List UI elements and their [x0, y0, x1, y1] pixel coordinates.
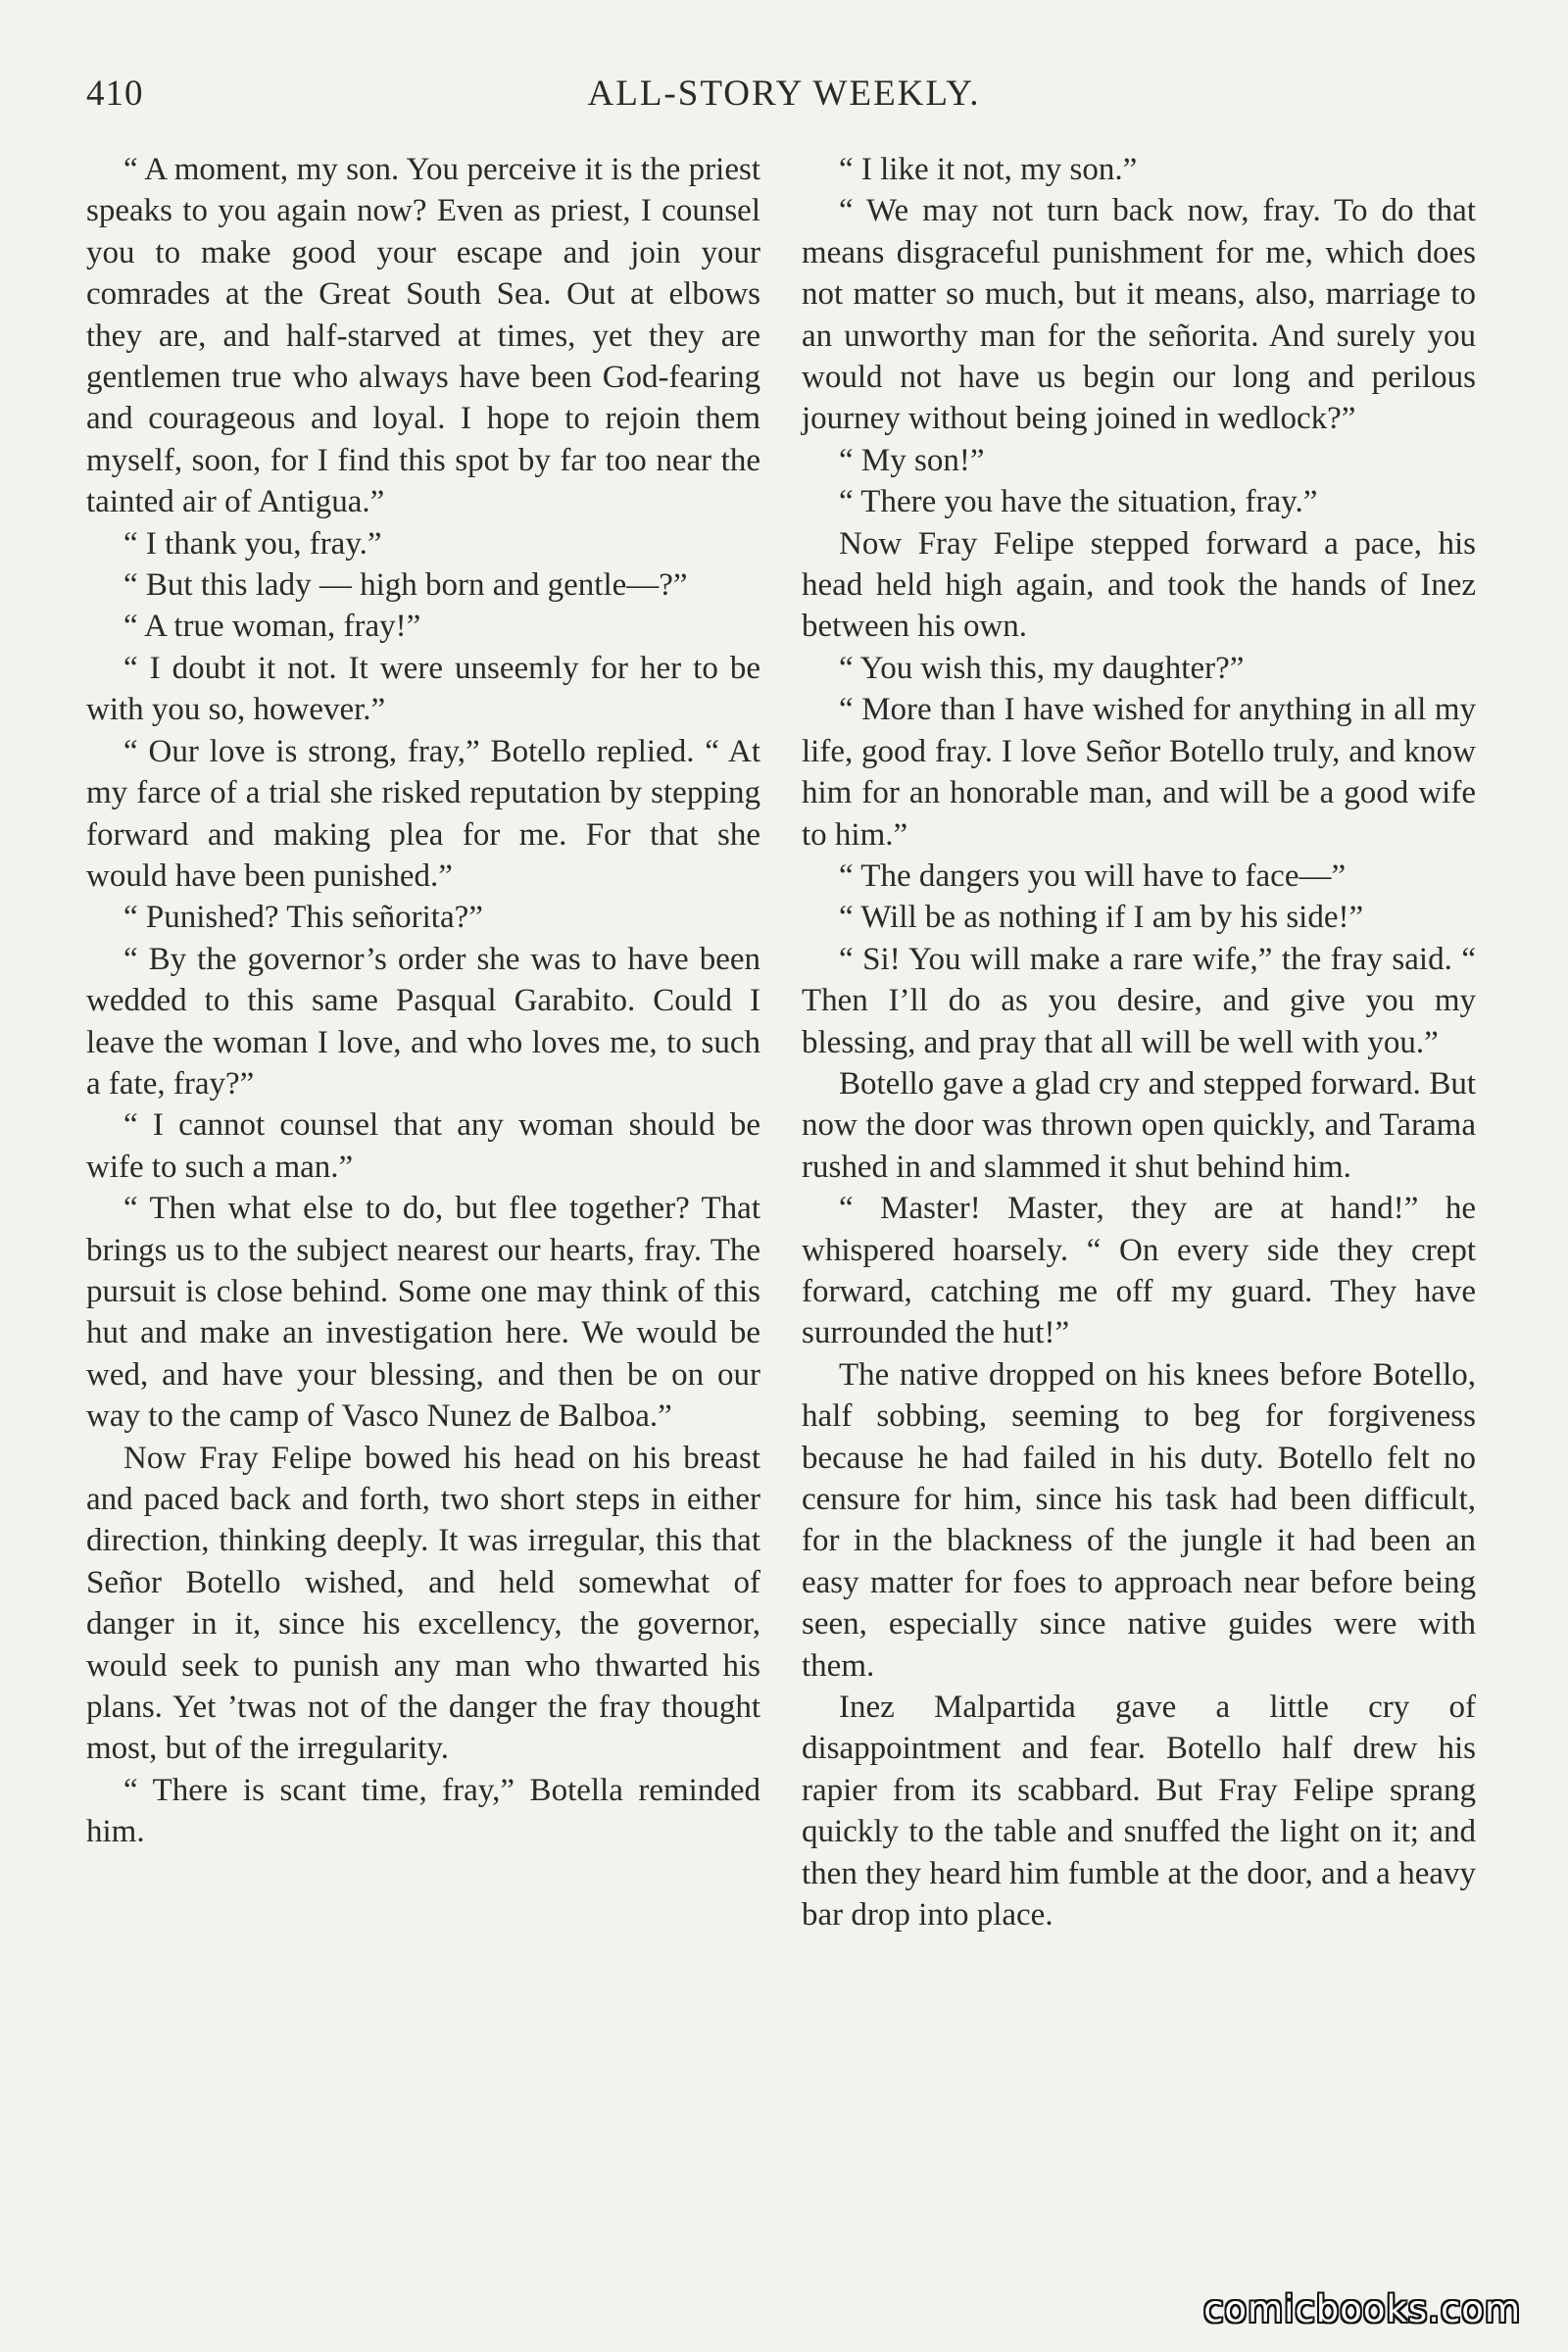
paragraph: “ I like it not, my son.”: [839, 152, 1138, 187]
paragraph: The native dropped on his knees before Botello, half sobbing, seeming to beg for forgiveness because he had failed in his duty. Botello felt no censure for him, since his task had been difficult, for in the blackness of the jungle it had been an easy matter for foes to approach near before being seen, especially since native guides were with them.: [802, 1356, 1476, 1684]
paragraph: Now Fray Felipe stepped forward a pace, his head held high again, and took the hands of Inez between his own.: [802, 525, 1476, 645]
running-title: ALL-STORY WEEKLY.: [587, 74, 981, 114]
paragraph: “ Our love is strong, fray,” Botello replied. “ At my farce of a trial she risked reputation by stepping forward and making plea for me. For that she would have been punished.”: [86, 733, 760, 894]
paragraph: Botello gave a glad cry and stepped forward. But now the door was thrown open quickly, and Tarama rushed in and slammed it shut behind him.: [802, 1065, 1476, 1185]
paragraph: “ More than I have wished for anything in all my life, good fray. I love Señor Botello truly, and know him for an honorable man, and will be a good wife to him.”: [802, 692, 1476, 853]
paragraph: “ A true woman, fray!”: [123, 609, 421, 645]
paragraph: Now Fray Felipe bowed his head on his breast and paced back and forth, two short steps in either direction, thinking deeply. It was irregular, this that Señor Botello wished, and held somewhat of danger in it, since his excellency, the governor, would seek to punish any man who thwarted his plans. Yet ’twas not of the danger the fray thought most, but of the irregularity.: [86, 1440, 760, 1767]
page-number: 410: [86, 74, 144, 114]
paragraph: “ The dangers you will have to face—”: [839, 858, 1347, 894]
paragraph: “ But this lady — high born and gentle—?”: [123, 567, 688, 604]
paragraph: “ My son!”: [839, 442, 985, 478]
paragraph: “ We may not turn back now, fray. To do that means disgraceful punishment for me, which does not matter so much, but it means, also, marriage to an unworthy man for the señorita. And surely you would not have us begin our long and perilous journey without being joined in wedlock?”: [802, 193, 1476, 437]
paragraph: “ A moment, my son. You perceive it is the priest speaks to you again now? Even as priest, I counsel you to make good your escape and join your comrades at the Great South Sea. Out at elbows they are, and half-starved at times, yet they are gentlemen true who always have been God-fearing and courageous and loyal. I hope to rejoin them myself, soon, for I find this spot by far too near the tainted air of Antigua.”: [86, 152, 760, 520]
paragraph: “ Will be as nothing if I am by his side!”: [839, 900, 1364, 936]
paragraph: Inez Malpartida gave a little cry of disappointment and fear. Botello half drew his rapier from its scabbard. But Fray Felipe sprang quickly to the table and snuffed the light on it; and then they heard him fumble at the door, and a heavy bar drop into place.: [802, 1690, 1476, 1934]
paragraph: “ Then what else to do, but flee together? That brings us to the subject nearest our hearts, fray. The pursuit is close behind. Some one may think of this hut and make an investigation here. We would be wed, and have your blessing, and then be on our way to the camp of Vasco Nunez de Balboa.”: [86, 1191, 760, 1435]
left-column: [86, 149, 760, 1853]
paragraph: “ You wish this, my daughter?”: [839, 650, 1245, 686]
page-header: [86, 73, 1482, 122]
paragraph: “ I thank you, fray.”: [123, 525, 382, 562]
paragraph: “ Punished? This señorita?”: [123, 900, 483, 936]
paragraph: “ Si! You will make a rare wife,” the fray said. “ Then I’ll do as you desire, and give you my blessing, and pray that all will be well with you.”: [802, 941, 1476, 1060]
paragraph: “ Master! Master, they are at hand!” he whispered hoarsely. “ On every side they crept forward, catching me off my guard. They have surrounded the hut!”: [802, 1191, 1476, 1351]
paragraph: “ There is scant time, fray,” Botella reminded him.: [86, 1772, 760, 1850]
paragraph: “ I doubt it not. It were unseemly for her to be with you so, however.”: [86, 650, 760, 728]
right-column: [802, 149, 1476, 1936]
paragraph: “ By the governor’s order she was to have been wedded to this same Pasqual Garabito. Could I leave the woman I love, and who loves me, to such a fate, fray?”: [86, 941, 760, 1102]
site-watermark: comicbooks.com: [1203, 2288, 1521, 2330]
paragraph: “ There you have the situation, fray.”: [839, 484, 1318, 520]
paragraph: “ I cannot counsel that any woman should be wife to such a man.”: [86, 1107, 760, 1185]
